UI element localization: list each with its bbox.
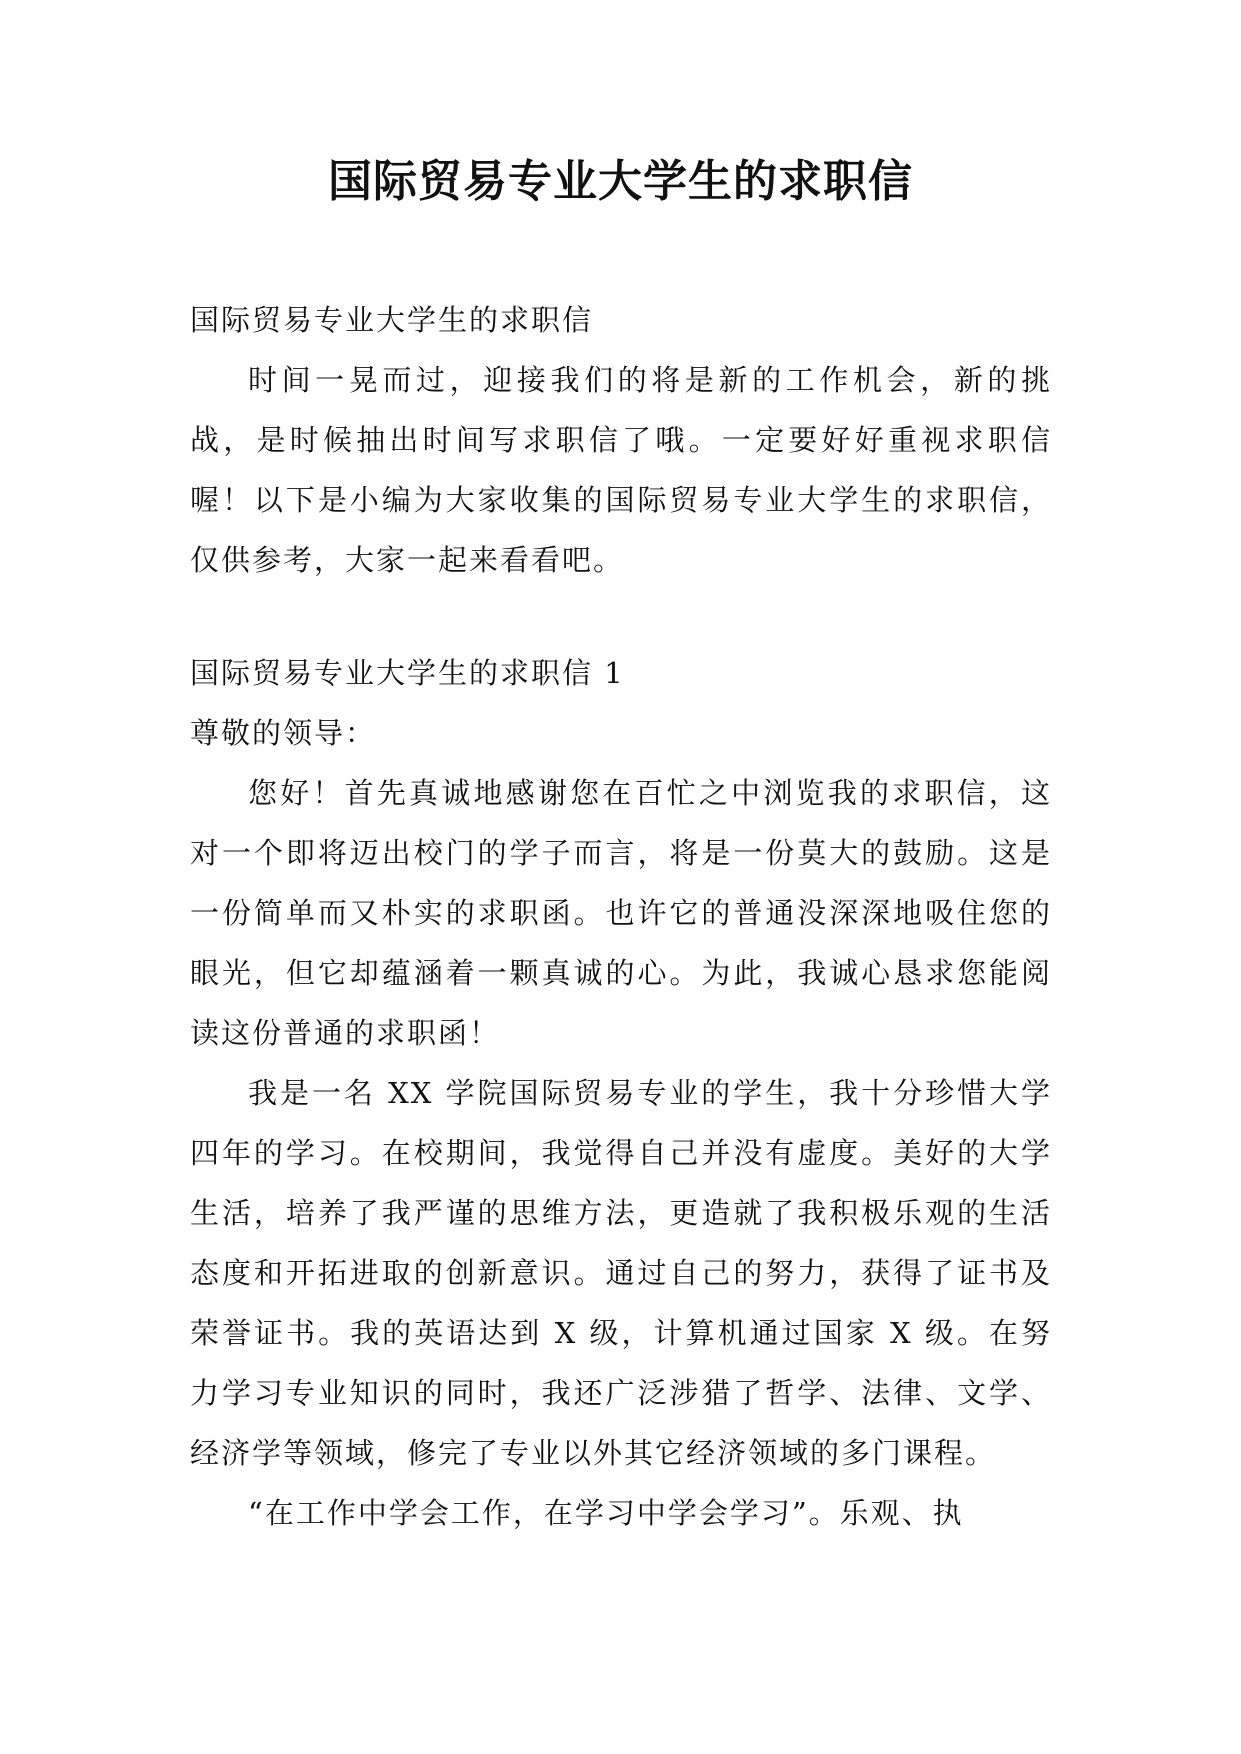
document-title: 国际贸易专业大学生的求职信: [328, 156, 913, 207]
document-body: [190, 290, 1052, 1543]
salutation: 尊敬的领导：: [190, 716, 377, 750]
section-spacer: [190, 590, 1052, 643]
body-paragraph-2: 我是一名 XX 学院国际贸易专业的学生，我十分珍惜大学四年的学习。在校期间，我觉得自己并没有虚度。美好的大学生活，培养了我严谨的思维方法，更造就了我积极乐观的生活态度和开拓进取的创新意识。通过自己的努力，获得了证书及荣誉证书。我的英语达到 X 级，计算机通过国家 X 级。在努力学习专业知识的同时，我还广泛涉猎了哲学、法律、文学、经济学等领域，修完了专业以外其它经济领域的多门课程。: [190, 1076, 1052, 1470]
letter-heading: 国际贸易专业大学生的求职信 1: [190, 656, 625, 690]
body-paragraph-3: “在工作中学会工作，在学习中学会学习”。乐观、执: [248, 1496, 964, 1530]
document-subtitle: 国际贸易专业大学生的求职信: [190, 303, 594, 337]
body-paragraph-1: 您好！首先真诚地感谢您在百忙之中浏览我的求职信，这对一个即将迈出校门的学子而言，将是一份莫大的鼓励。这是一份简单而又朴实的求职函。也许它的普通没深深地吸住您的眼光，但它却蕴涵着一颗真诚的心。为此，我诚心恳求您能阅读这份普通的求职函！: [190, 776, 1052, 1050]
intro-paragraph: 时间一晃而过，迎接我们的将是新的工作机会，新的挑战，是时候抽出时间写求职信了哦。一定要好好重视求职信喔！以下是小编为大家收集的国际贸易专业大学生的求职信，仅供参考，大家一起来看看吧。: [190, 363, 1052, 577]
